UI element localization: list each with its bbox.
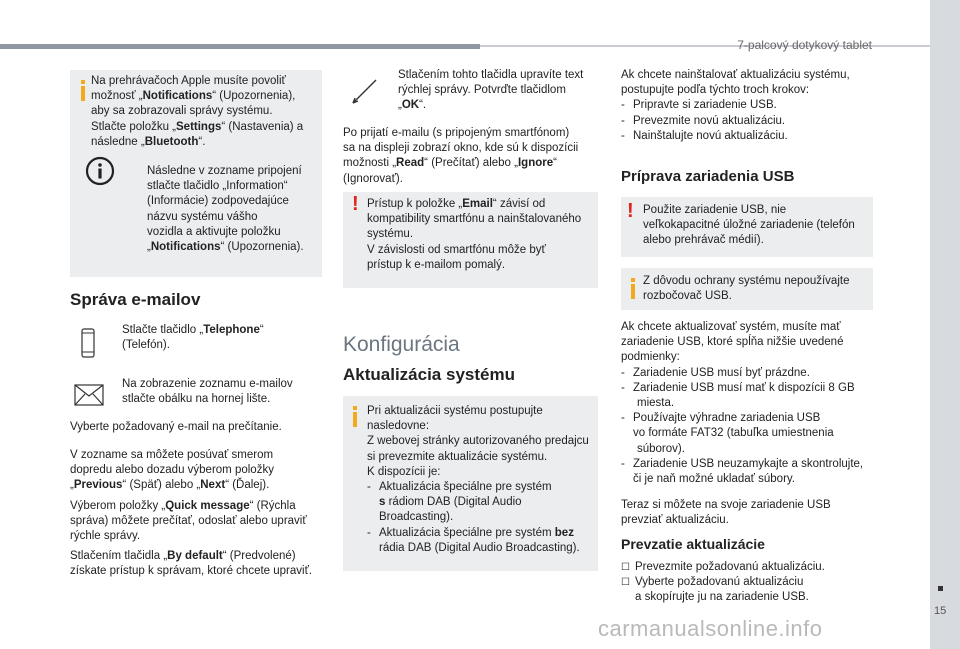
paragraph-download-now: Teraz si môžete na svoje zariadenie USB prevziať aktualizáciu. bbox=[621, 499, 831, 527]
apple-note-box bbox=[70, 70, 322, 277]
phone-icon bbox=[81, 328, 95, 358]
section-heading-usb-prep: Príprava zariadenia USB bbox=[621, 168, 795, 185]
watermark: carmanualsonline.info bbox=[598, 616, 823, 641]
pencil-instructions: Stlačením tohto tlačidla upravíte text rýchlej správy. Potvrďte tlačidlom „OK“. bbox=[398, 69, 584, 112]
phone-instructions: Stlačte tlačidlo „Telephone“ (Telefón). bbox=[122, 324, 264, 352]
envelope-icon bbox=[74, 384, 104, 406]
download-steps: ☐ Prevezmite požadovanú aktualizáciu. ☐ Vyberte požadovanú aktualizáciu a skopírujte ju na zariadenie USB. bbox=[621, 561, 825, 604]
update-note-box bbox=[343, 396, 598, 571]
paragraph-scroll: V zozname sa môžete posúvať smerom dopredu alebo dozadu výberom položky „Previous“ (Späť) alebo „Next“ (Ďalej). bbox=[70, 449, 274, 492]
info-note-icon bbox=[80, 80, 86, 102]
usb-warning-text: Použite zariadenie USB, nie veľkokapacitné úložné zariadenie (telefón alebo prehrávač médií). bbox=[643, 204, 855, 247]
information-icon bbox=[85, 156, 115, 186]
mail-instructions: Na zobrazenie zoznamu e-mailov stlačte obálku na hornej lište. bbox=[122, 378, 293, 406]
paragraph-select-email: Vyberte požadovaný e-mail na prečítanie. bbox=[70, 421, 282, 433]
usb-requirements: Ak chcete aktualizovať systém, musíte mať zariadenie USB, ktoré spĺňa nižšie uvedené podmienky: - Zariadenie USB musí byť prázdne. - Zariadenie USB musí mať k dispozícii 8 GB miesta. - Používajte výhradne zariadenia USB vo formáte FAT32 (tabuľka umiestnenia súborov). - Zariadenie USB neuzamykajte a skontrolujte, či je naň možné ukladať súbory. bbox=[621, 320, 893, 487]
update-note-text: Pri aktualizácii systému postupujte nasledovne: Z webovej stránky autorizovaného predajcu si prevezmite aktualizácie systému. K dispozícii je: - Aktualizácia špeciálne pre systém s rádiom DAB (Digital Audio Broadcasting). - Aktualizácia špeciálne pre systém bez rádia DAB (Digital Audio Broadcasting). bbox=[367, 404, 599, 556]
pencil-icon bbox=[350, 76, 380, 106]
checkbox-bullet-icon: ☐ bbox=[621, 577, 630, 589]
usb-warning-box bbox=[621, 197, 873, 257]
info-note-icon bbox=[352, 406, 358, 428]
email-warning-text: Prístup k položke „Email“ závisí od kompatibility smartfónu a nainštalovaného systému. V závislosti od smartfónu môže byť prístup k e-mailom pomalý. bbox=[367, 198, 582, 271]
paragraph-quick-message: Výberom položky „Quick message“ (Rýchla správa) môžete prečítať, odoslať alebo upraviť rýchle správy. bbox=[70, 500, 307, 543]
warning-icon: ! bbox=[352, 193, 359, 215]
section-heading-email: Správa e-mailov bbox=[70, 290, 201, 309]
info-instructions: Následne v zozname pripojení stlačte tlačidlo „Information“ (Informácie) zodpovedajúce názvu systému vášho vozidla a aktivujte položku „Notifications“ (Upozornenia). bbox=[147, 165, 304, 254]
apple-note-text: Na prehrávačoch Apple musíte povoliť možnosť „Notifications“ (Upozornenia), aby sa zobrazovali správy systému. Stlačte položku „Settings“ (Nastavenia) a následne „Bluetooth“. bbox=[91, 75, 304, 148]
install-steps: Ak chcete nainštalovať aktualizáciu systému, postupujte podľa týchto troch krokov: - Pripravte si zariadenie USB. - Prevezmite novú aktualizáciu. - Nainštalujte novú aktualizáciu. bbox=[621, 68, 891, 144]
section-heading-system-update: Aktualizácia systému bbox=[343, 365, 515, 384]
paragraph-email-received: Po prijatí e-mailu (s pripojeným smartfónom) sa na displeji zobrazí okno, kde sú k dispozícii možnosti „Read“ (Prečítať) alebo „Ignore“ (Ignorovať). bbox=[343, 127, 579, 185]
continuation-marker bbox=[938, 586, 943, 591]
info-note-icon bbox=[630, 278, 636, 300]
header-bar bbox=[0, 44, 480, 49]
side-tab bbox=[930, 0, 960, 649]
email-warning-box bbox=[343, 192, 598, 288]
usb-hub-note-text: Z dôvodu ochrany systému nepoužívajte rozbočovač USB. bbox=[643, 275, 850, 303]
chapter-title: 7-palcový dotykový tablet bbox=[737, 38, 872, 52]
chapter-heading-configuration: Konfigurácia bbox=[343, 333, 460, 356]
page-number: 15 bbox=[934, 605, 947, 617]
paragraph-by-default: Stlačením tlačidla „By default“ (Predvolené) získate prístup k správam, ktoré chcete upraviť. bbox=[70, 550, 313, 578]
checkbox-bullet-icon: ☐ bbox=[621, 562, 630, 573]
warning-icon: ! bbox=[627, 200, 634, 222]
usb-hub-note-box bbox=[621, 268, 873, 310]
section-heading-download: Prevzatie aktualizácie bbox=[621, 536, 765, 552]
